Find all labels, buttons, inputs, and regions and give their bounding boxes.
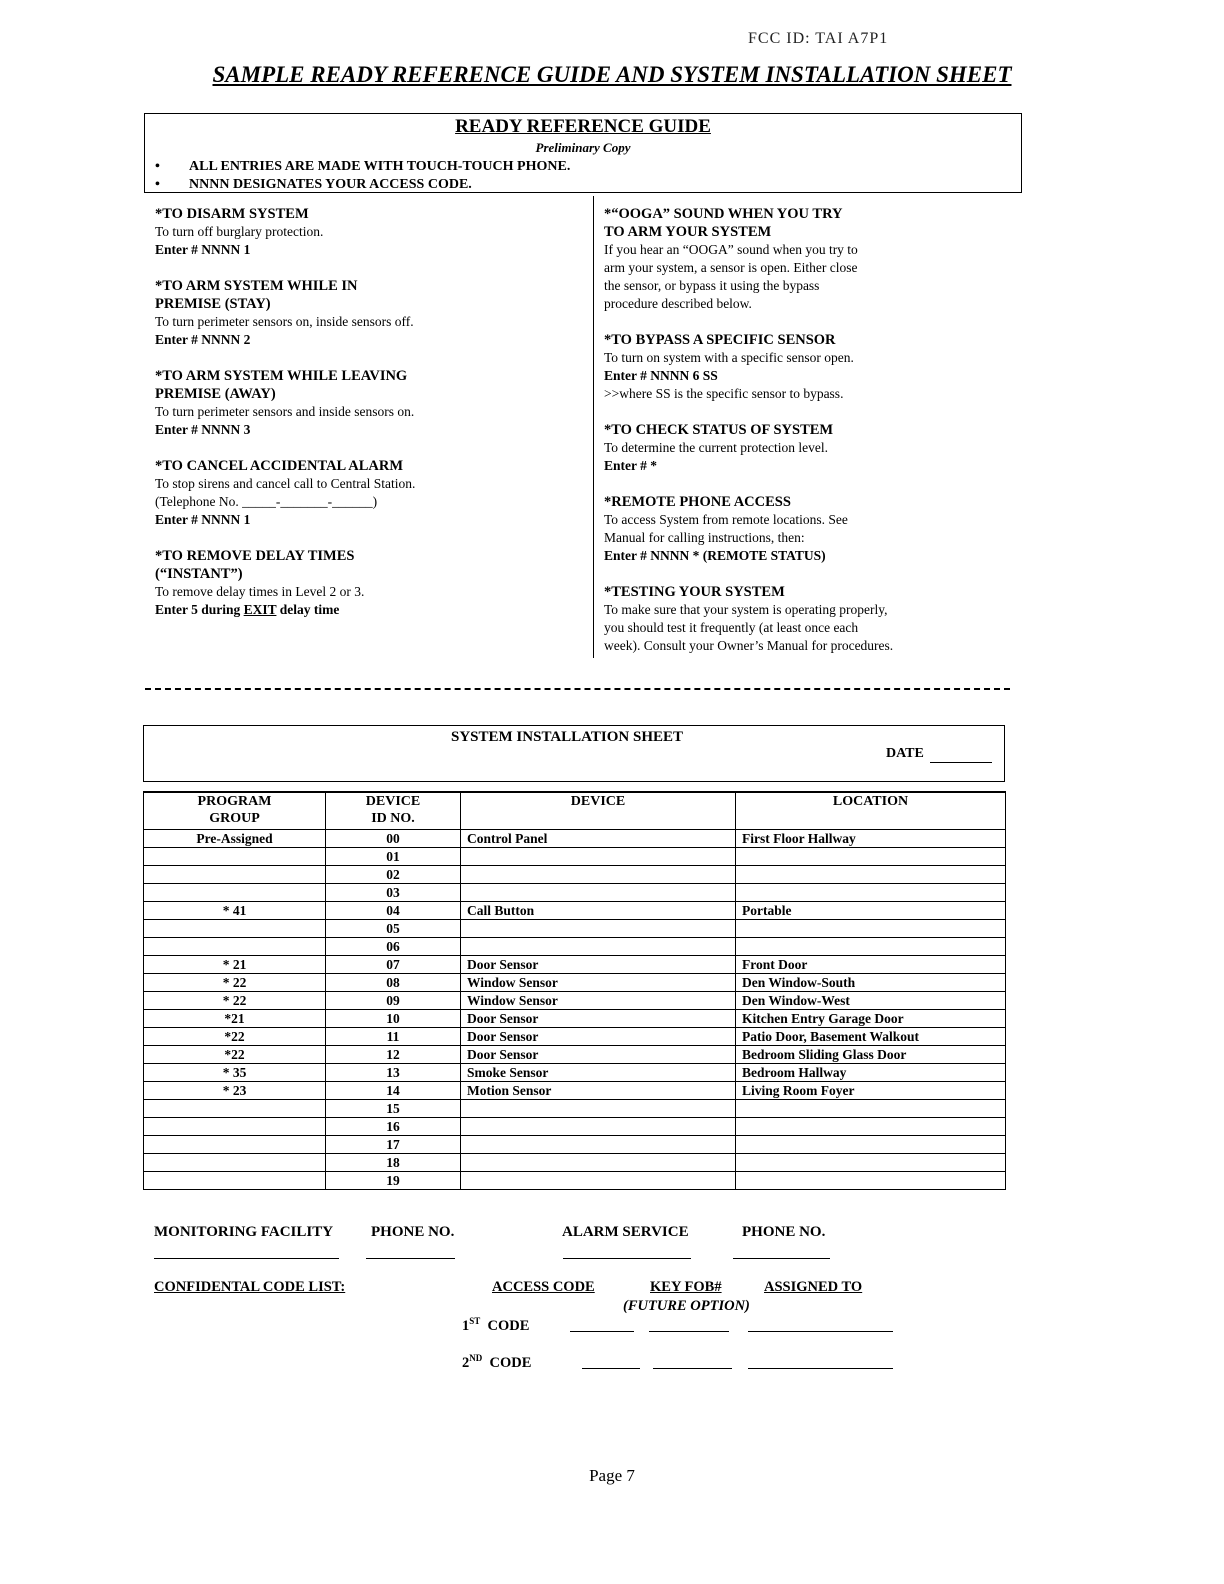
section-text: If you hear an “OOGA” sound when you try to [604,242,858,257]
second-assigned-to-field[interactable] [748,1368,893,1369]
cell-location: First Floor Hallway [736,830,1006,848]
cell-program-group: * 35 [144,1064,326,1082]
future-option-note: (FUTURE OPTION) [623,1298,750,1314]
cell-device [461,938,736,956]
cell-device-id: 10 [326,1010,461,1028]
table-header-row [144,792,1006,830]
alarm-service-field[interactable] [563,1258,691,1259]
second-code-label: 2ND CODE [462,1353,532,1371]
cell-device [461,866,736,884]
cell-program-group [144,866,326,884]
cell-device-id: 12 [326,1046,461,1064]
section-heading: *TESTING YOUR SYSTEM [604,584,785,600]
cell-device-id: 02 [326,866,461,884]
cell-location: Bedroom Hallway [736,1064,1006,1082]
section-text: To turn perimeter sensors on, inside sensors off. [155,314,414,329]
first-assigned-to-field[interactable] [748,1331,893,1332]
cell-device-id: 17 [326,1136,461,1154]
second-access-code-field[interactable] [582,1368,640,1369]
section-heading: *TO ARM SYSTEM WHILE LEAVING [155,368,408,384]
section-text: procedure described below. [604,296,752,311]
table-row [144,1046,1006,1064]
cell-location [736,1100,1006,1118]
section-heading: PREMISE (STAY) [155,296,271,312]
cell-device-id: 06 [326,938,461,956]
table-row [144,1028,1006,1046]
table-row [144,1172,1006,1190]
ready-reference-header-box [144,113,1022,193]
page-number: Page 7 [589,1466,635,1485]
section-text: To remove delay times in Level 2 or 3. [155,584,365,599]
date-field[interactable] [930,762,992,763]
cell-location: Patio Door, Basement Walkout [736,1028,1006,1046]
cell-device-id: 16 [326,1118,461,1136]
header-program-group: PROGRAM GROUP [144,792,326,830]
section-text: To turn on system with a specific sensor open. [604,350,854,365]
cell-program-group: *21 [144,1010,326,1028]
cell-location: Den Window-West [736,992,1006,1010]
ready-reference-title: READY REFERENCE GUIDE [455,116,711,137]
cell-device: Control Panel [461,830,736,848]
header-device: DEVICE [461,792,736,830]
cell-device-id: 04 [326,902,461,920]
first-key-fob-field[interactable] [649,1331,729,1332]
cell-device-id: 00 [326,830,461,848]
cell-location [736,1118,1006,1136]
cell-location: Bedroom Sliding Glass Door [736,1046,1006,1064]
cell-device: Call Button [461,902,736,920]
section-text: Manual for calling instructions, then: [604,530,805,545]
cell-device-id: 11 [326,1028,461,1046]
cell-device-id: 03 [326,884,461,902]
cell-program-group [144,848,326,866]
cell-device [461,1154,736,1172]
cell-device: Window Sensor [461,974,736,992]
cell-device [461,1172,736,1190]
telephone-field: (Telephone No. _____-_______-______) [155,494,378,509]
alarm-service-label: ALARM SERVICE [562,1224,689,1240]
cell-device: Door Sensor [461,1010,736,1028]
code-list-label: CONFIDENTAL CODE LIST: [154,1279,346,1295]
section-entry: Enter 5 during EXIT delay time [155,602,340,617]
table-row [144,1010,1006,1028]
cell-device: Door Sensor [461,956,736,974]
section-text: you should test it frequently (at least once each [604,620,859,635]
table-row [144,1082,1006,1100]
key-fob-header: KEY FOB# [650,1279,722,1295]
first-access-code-field[interactable] [570,1331,634,1332]
section-entry: Enter # * [604,458,657,473]
header-device-id: DEVICE ID NO. [326,792,461,830]
cell-program-group: Pre-Assigned [144,830,326,848]
section-heading: PREMISE (AWAY) [155,386,276,402]
phone-field-2[interactable] [733,1258,830,1259]
cell-device: Window Sensor [461,992,736,1010]
cell-location: Den Window-South [736,974,1006,992]
table-row [144,1154,1006,1172]
first-code-label: 1ST CODE [462,1316,530,1334]
date-label: DATE [886,746,924,761]
cell-location: Front Door [736,956,1006,974]
table-row [144,848,1006,866]
table-row [144,902,1006,920]
cell-location [736,1136,1006,1154]
cell-program-group: *22 [144,1028,326,1046]
cell-program-group: * 23 [144,1082,326,1100]
section-entry: Enter # NNNN 3 [155,422,251,437]
table-row [144,920,1006,938]
bullet-item: • ALL ENTRIES ARE MADE WITH TOUCH-TOUCH PHONE. [155,159,571,174]
cell-program-group [144,1136,326,1154]
section-heading: (“INSTANT”) [155,566,243,582]
table-row [144,956,1006,974]
section-text: To determine the current protection level. [604,440,828,455]
access-code-header: ACCESS CODE [492,1279,595,1295]
cell-device-id: 13 [326,1064,461,1082]
phone-label-1: PHONE NO. [371,1224,455,1240]
cell-device [461,920,736,938]
second-key-fob-field[interactable] [653,1368,732,1369]
cell-device-id: 09 [326,992,461,1010]
section-text: To stop sirens and cancel call to Central Station. [155,476,416,491]
cell-location [736,938,1006,956]
cell-program-group: * 41 [144,902,326,920]
installation-table [143,791,1006,1190]
section-heading: *TO REMOVE DELAY TIMES [155,548,355,564]
cell-location [736,884,1006,902]
cell-program-group: * 22 [144,992,326,1010]
section-entry: Enter # NNNN 1 [155,512,251,527]
cell-program-group [144,884,326,902]
cell-location: Kitchen Entry Garage Door [736,1010,1006,1028]
reference-right-column [604,205,1014,655]
table-row [144,830,1006,848]
bullet-item: • NNNN DESIGNATES YOUR ACCESS CODE. [155,177,472,192]
section-heading: *“OOGA” SOUND WHEN YOU TRY [604,206,843,222]
header-location: LOCATION [736,792,1006,830]
table-row [144,1100,1006,1118]
phone-label-2: PHONE NO. [742,1224,826,1240]
cell-location: Portable [736,902,1006,920]
installation-title: SYSTEM INSTALLATION SHEET [451,729,684,745]
cell-device [461,1136,736,1154]
section-text: To access System from remote locations. See [604,512,848,527]
section-entry: Enter # NNNN * (REMOTE STATUS) [604,548,826,563]
cell-program-group [144,1118,326,1136]
cell-device [461,848,736,866]
table-row [144,938,1006,956]
section-heading: *TO CHECK STATUS OF SYSTEM [604,422,834,438]
cell-device [461,1118,736,1136]
cell-device-id: 15 [326,1100,461,1118]
section-heading: *TO DISARM SYSTEM [155,206,309,222]
section-heading: *REMOTE PHONE ACCESS [604,494,791,510]
cell-program-group: * 21 [144,956,326,974]
column-divider [593,196,594,658]
cell-device-id: 07 [326,956,461,974]
cell-program-group: *22 [144,1046,326,1064]
cell-program-group [144,1154,326,1172]
section-heading: TO ARM YOUR SYSTEM [604,224,772,240]
section-entry: Enter # NNNN 6 SS [604,368,718,383]
cell-device: Door Sensor [461,1028,736,1046]
reference-left-column [155,205,585,619]
cell-device: Door Sensor [461,1046,736,1064]
monitoring-facility-label: MONITORING FACILITY [154,1224,334,1240]
table-row [144,992,1006,1010]
cell-program-group [144,920,326,938]
cell-program-group [144,1172,326,1190]
cell-device-id: 05 [326,920,461,938]
monitoring-facility-field[interactable] [154,1258,339,1259]
section-entry: Enter # NNNN 1 [155,242,251,257]
page-title: SAMPLE READY REFERENCE GUIDE AND SYSTEM INSTALLATION SHEET [212,62,1012,87]
cut-line-divider [145,688,1010,690]
fcc-id: FCC ID: TAI A7P1 [748,30,889,47]
section-heading: *TO CANCEL ACCIDENTAL ALARM [155,458,404,474]
installation-header-box [143,725,1005,782]
cell-location [736,1154,1006,1172]
section-text: >>where SS is the specific sensor to bypass. [604,386,844,401]
cell-program-group: * 22 [144,974,326,992]
table-row [144,866,1006,884]
cell-device-id: 14 [326,1082,461,1100]
section-entry: Enter # NNNN 2 [155,332,251,347]
section-text: To turn off burglary protection. [155,224,324,239]
ready-reference-subtitle: Preliminary Copy [535,140,631,155]
section-heading: *TO ARM SYSTEM WHILE IN [155,278,358,294]
table-row [144,1136,1006,1154]
phone-field-1[interactable] [366,1258,455,1259]
section-text: the sensor, or bypass it using the bypass [604,278,820,293]
section-text: To turn perimeter sensors and inside sensors on. [155,404,415,419]
cell-device-id: 08 [326,974,461,992]
cell-location [736,1172,1006,1190]
table-row [144,1118,1006,1136]
table-row [144,884,1006,902]
cell-device-id: 19 [326,1172,461,1190]
section-text: arm your system, a sensor is open. Either close [604,260,858,275]
cell-device: Motion Sensor [461,1082,736,1100]
cell-location [736,866,1006,884]
section-text: To make sure that your system is operating properly, [604,602,888,617]
cell-device: Smoke Sensor [461,1064,736,1082]
cell-device [461,1100,736,1118]
cell-program-group [144,938,326,956]
cell-device-id: 01 [326,848,461,866]
cell-device [461,884,736,902]
cell-device-id: 18 [326,1154,461,1172]
cell-program-group [144,1100,326,1118]
assigned-to-header: ASSIGNED TO [764,1279,863,1295]
table-row [144,974,1006,992]
cell-location: Living Room Foyer [736,1082,1006,1100]
cell-location [736,848,1006,866]
section-heading: *TO BYPASS A SPECIFIC SENSOR [604,332,836,348]
cell-location [736,920,1006,938]
table-row [144,1064,1006,1082]
section-text: week). Consult your Owner’s Manual for procedures. [604,638,894,653]
